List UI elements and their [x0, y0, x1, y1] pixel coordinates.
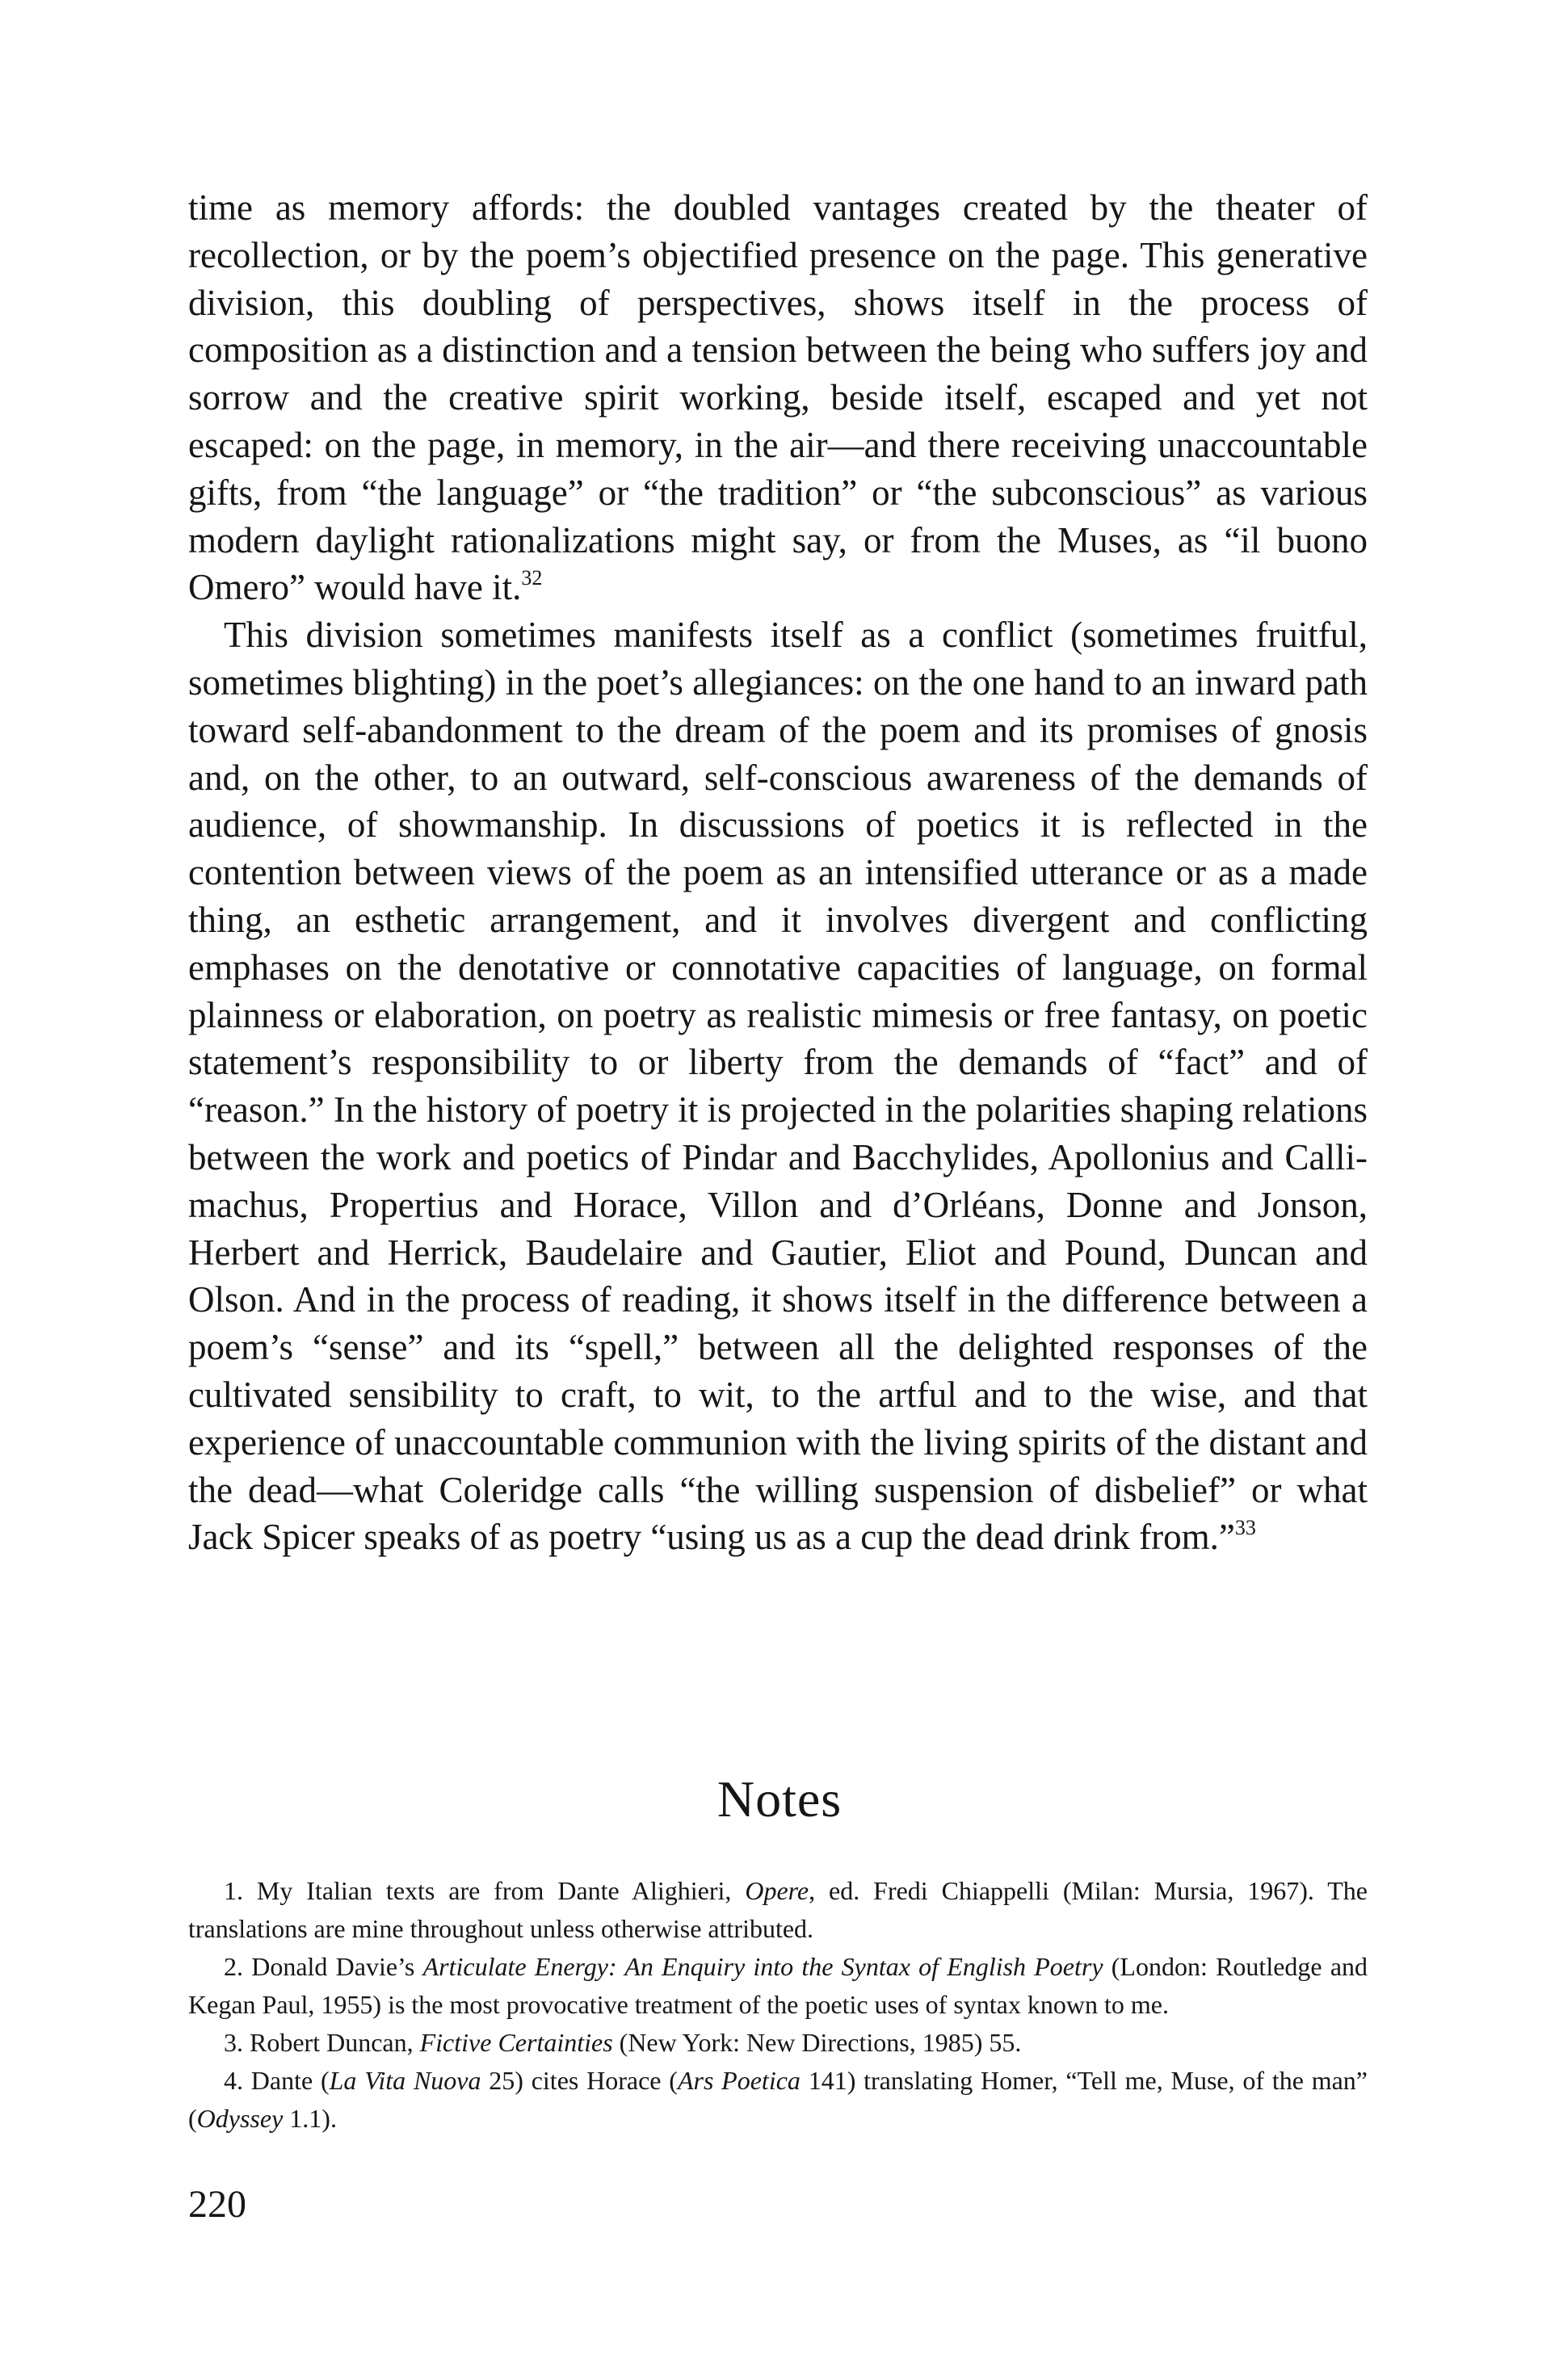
notes-list	[188, 1872, 1368, 2138]
note-item	[188, 1948, 1368, 2024]
note-title: Fictive Certainties	[419, 2028, 613, 2057]
paragraph-text: time as memory affords: the doubled vantages created by the theater of recollection, or by the poem’s objectified presence on the page. This generative division, this doubling of perspectives, shows itself in the process of composition as a distinction and a tension between the being who suffers joy and sorrow and the creative spirit working, beside itself, escaped and yet not escaped: on the page, in memory, in the air—and there receiving unaccountable gifts, from “the language” or “the tradition” or “the subconscious” as various modern daylight rationalizations might say, or from the Muses, as “il buono Omero” would have it.	[188, 187, 1368, 608]
note-title: Articulate Energy: An Enquiry into the Syntax of English Poetry	[422, 1952, 1103, 1981]
paragraph	[188, 184, 1368, 611]
footnote-ref: 32	[521, 566, 543, 590]
note-title: Ars Poetica	[677, 2066, 801, 2095]
note-text: Donald Davie’s	[251, 1952, 423, 1981]
note-item	[188, 2024, 1368, 2062]
note-title: La Vita Nuova	[329, 2066, 481, 2095]
note-number: 2.	[224, 1952, 252, 1981]
note-text: 141) translating Homer, “Tell me, Muse, of the man” (	[188, 2066, 1368, 2133]
body-text	[188, 184, 1368, 1561]
note-item	[188, 2062, 1368, 2138]
footnote-ref: 33	[1234, 1516, 1256, 1540]
page-number: 220	[188, 2183, 246, 2226]
note-text: (New York: New Directions, 1985) 55.	[612, 2028, 1022, 2057]
note-text: 25) cites Horace (	[481, 2066, 678, 2095]
note-text: (London: Routledge and Kegan Paul, 1955) is the most provocative treatment of the poetic uses of syntax known to me.	[188, 1952, 1368, 2019]
note-title: Odyssey	[196, 2104, 284, 2133]
paragraph	[188, 611, 1368, 1561]
note-number: 3.	[224, 2028, 250, 2057]
notes-heading: Notes	[716, 1770, 843, 1828]
note-text: , ed. Fredi Chiappelli (Milan: Mursia, 1967). The translations are mine throughout unless otherwise attributed.	[188, 1876, 1368, 1943]
note-title: Opere	[745, 1876, 809, 1905]
note-text: My Italian texts are from Dante Alighieri,	[256, 1876, 746, 1905]
note-text: 1.1).	[283, 2104, 337, 2133]
note-number: 1.	[224, 1876, 257, 1905]
note-text: Robert Duncan,	[250, 2028, 420, 2057]
note-text: Dante (	[250, 2066, 330, 2095]
note-item	[188, 1872, 1368, 1948]
note-number: 4.	[224, 2066, 251, 2095]
paragraph-text: This division sometimes manifests itself as a conflict (sometimes fruitful, sometimes blighting) in the poet’s allegiances: on the one hand to an inward path toward self-abandonment to the dream of the poem and its promises of gnosis and, on the other, to an outward, self-conscious awareness of the demands of audience, of showmanship. In discussions of poetics it is reflected in the contention between views of the poem as an intensified utterance or as a made thing, an esthetic arrangement, and it involves divergent and conflicting emphases on the denotative or connotative capacities of language, on formal plainness or elaboration, on poetry as realistic mimesis or free fantasy, on poetic statement’s responsibility to or liberty from the demands of “fact” and of “reason.” In the history of poetry it is projected in the polarities shaping relations between the work and poetics of Pindar and Bacchylides, Apollonius and Callimachus, Propertius and Horace, Villon and d’Orléans, Donne and Jonson, Herbert and Herrick, Baudelaire and Gautier, Eliot and Pound, Duncan and Olson. And in the process of reading, it shows itself in the difference between a poem’s “sense” and its “spell,” between all the delighted responses of the cultivated sensibility to craft, to wit, to the artful and to the wise, and that experience of unaccountable communion with the living spirits of the distant and the dead—what Coleridge calls “the willing suspension of disbelief” or what Jack Spicer speaks of as poetry “using us as a cup the dead drink from.”	[188, 615, 1368, 1558]
